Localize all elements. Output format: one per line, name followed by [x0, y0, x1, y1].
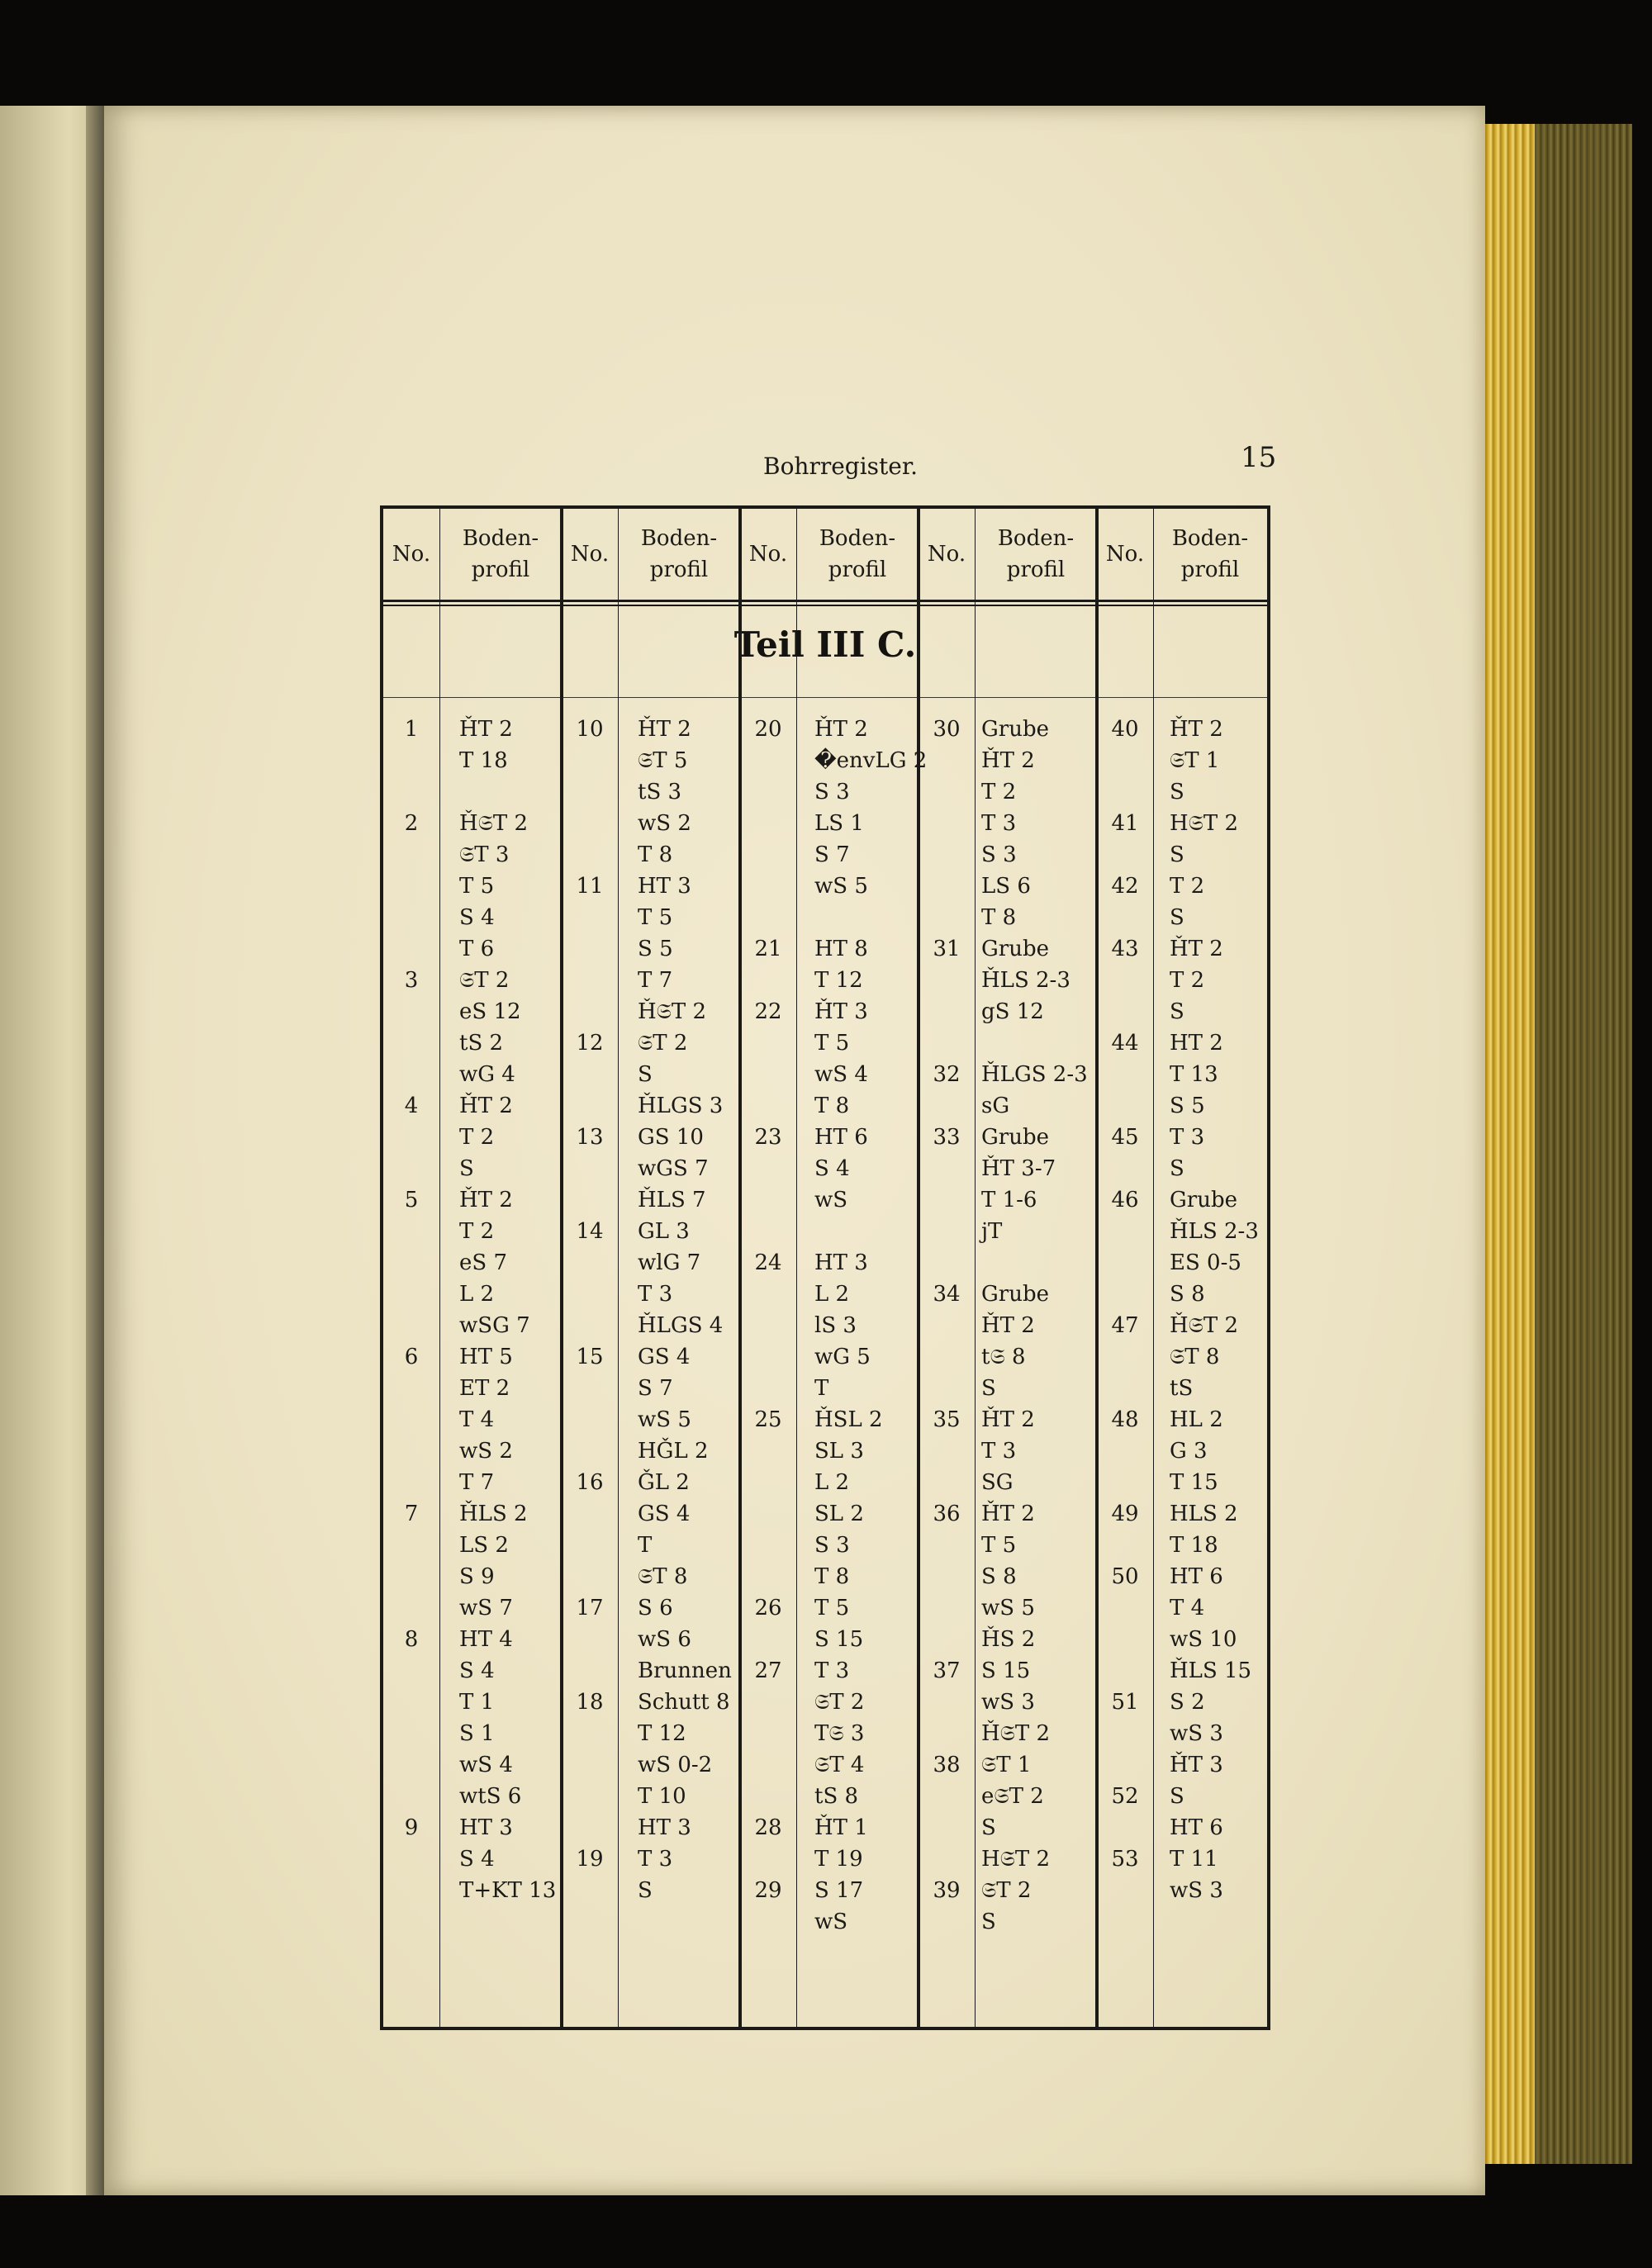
section-title: Teil III C. [733, 624, 917, 665]
soil-profile-entry: GS 4 [638, 1345, 691, 1369]
soil-profile-entry: ȞLS 2 [459, 1502, 528, 1526]
boring-number: 17 [576, 1596, 604, 1620]
soil-profile-entry: wlG 7 [638, 1250, 701, 1275]
boring-number: 13 [576, 1125, 604, 1150]
boring-number: 35 [933, 1407, 961, 1432]
soil-profile-entry: T 2 [1170, 874, 1205, 899]
soil-profile-entry: ȞT 2 [1170, 717, 1223, 742]
soil-profile-entry: S 7 [638, 1376, 673, 1401]
soil-profile-entry: HT 4 [459, 1627, 513, 1652]
soil-profile-entry: L 2 [814, 1470, 850, 1495]
soil-profile-entry: Ȟ𝔖T 2 [459, 811, 529, 836]
book-page [104, 106, 1485, 2195]
soil-profile-entry: Grube [981, 717, 1049, 742]
soil-profile-entry: ȞT 2 [1170, 937, 1223, 961]
table-header [383, 509, 1267, 602]
boring-number: 31 [933, 937, 961, 961]
soil-profile-entry: T 8 [814, 1564, 850, 1589]
boring-number: 14 [576, 1219, 604, 1244]
header-no: No. [392, 542, 431, 567]
soil-profile-entry: Schutt 8 [638, 1690, 730, 1715]
boring-number: 48 [1111, 1407, 1139, 1432]
soil-profile-entry: G 3 [1170, 1439, 1208, 1464]
soil-profile-entry: lS 3 [814, 1313, 857, 1338]
running-title: Bohrregister. [763, 453, 919, 480]
soil-profile-entry: ȞT 2 [981, 1407, 1035, 1432]
boring-number: 11 [576, 874, 604, 899]
soil-profile-entry: SL 3 [814, 1439, 864, 1464]
soil-profile-entry: SG [981, 1470, 1014, 1495]
soil-profile-entry: Brunnen [638, 1658, 732, 1683]
soil-profile-entry: S 3 [814, 780, 850, 804]
soil-profile-entry: 𝔖T 2 [814, 1690, 865, 1715]
soil-profile-entry: ȞT 2 [981, 1502, 1035, 1526]
soil-profile-entry: S 4 [814, 1156, 850, 1181]
boring-number: 15 [576, 1345, 604, 1369]
soil-profile-entry: HT 3 [638, 1815, 691, 1840]
soil-profile-entry: T+KT 13 [459, 1878, 557, 1903]
soil-profile-entry: t𝔖 8 [981, 1345, 1026, 1369]
soil-profile-entry: S [1170, 780, 1184, 804]
header-profil-line1: Boden- [819, 526, 896, 551]
soil-profile-entry: ȞLS 2-3 [1170, 1219, 1259, 1244]
soil-profile-entry: T 7 [638, 968, 673, 993]
soil-profile-entry: T 10 [638, 1784, 686, 1809]
book-gutter [86, 106, 104, 2195]
page-number: 15 [1241, 441, 1277, 474]
soil-profile-entry: wS 4 [459, 1753, 513, 1777]
soil-profile-entry: S 5 [638, 937, 673, 961]
soil-profile-entry: T 12 [638, 1721, 686, 1746]
soil-profile-entry: ȞSL 2 [814, 1407, 883, 1432]
header-profil [618, 509, 740, 600]
soil-profile-entry: HT 3 [459, 1815, 513, 1840]
header-profil-line1: Boden- [640, 526, 718, 551]
soil-profile-entry: T 19 [814, 1847, 863, 1872]
soil-profile-entry: tS 2 [459, 1031, 504, 1056]
soil-profile-entry: HT 2 [1170, 1031, 1223, 1056]
boring-number: 19 [576, 1847, 604, 1872]
section-rule [383, 605, 1267, 606]
header-profil [796, 509, 919, 600]
soil-profile-entry: T𝔖 3 [814, 1721, 865, 1746]
boring-number: 45 [1111, 1125, 1139, 1150]
boring-number: 6 [404, 1345, 419, 1369]
page-edges-shadow [1535, 124, 1632, 2164]
boring-number: 9 [404, 1815, 419, 1840]
boring-number: 39 [933, 1878, 961, 1903]
soil-profile-entry: S 7 [814, 842, 850, 867]
soil-profile-entry: T 8 [814, 1094, 850, 1118]
soil-profile-entry: wS 3 [1170, 1721, 1223, 1746]
soil-profile-entry: T 8 [638, 842, 673, 867]
soil-profile-entry: Ȟ𝔖T 2 [638, 999, 707, 1024]
boring-number: 46 [1111, 1188, 1139, 1212]
soil-profile-entry: wSG 7 [459, 1313, 530, 1338]
header-profil-line2: profil [1006, 558, 1066, 582]
table-body [383, 697, 1267, 2027]
soil-profile-entry: HL 2 [1170, 1407, 1223, 1432]
soil-profile-entry: LS 1 [814, 811, 864, 836]
soil-profile-entry: ȞLS 2-3 [981, 968, 1070, 993]
soil-profile-entry: ȞLGS 3 [638, 1094, 724, 1118]
soil-profile-entry: T 18 [1170, 1533, 1218, 1558]
soil-profile-entry: T 1 [459, 1690, 495, 1715]
boring-number: 52 [1111, 1784, 1139, 1809]
soil-profile-entry: ET 2 [459, 1376, 510, 1401]
soil-profile-entry: HT 6 [1170, 1564, 1223, 1589]
boring-number: 29 [754, 1878, 782, 1903]
soil-profile-entry: ȞT 3 [1170, 1753, 1223, 1777]
header-profil-line2: profil [1180, 558, 1240, 582]
soil-profile-entry: wS 5 [814, 874, 868, 899]
header-no: No. [748, 542, 788, 567]
soil-profile-entry: wS 3 [1170, 1878, 1223, 1903]
boring-number: 41 [1111, 811, 1139, 836]
boring-number: 42 [1111, 874, 1139, 899]
soil-profile-entry: ȞT 1 [814, 1815, 868, 1840]
soil-profile-entry: T 3 [981, 1439, 1017, 1464]
header-no: No. [927, 542, 966, 567]
soil-profile-entry: S 15 [981, 1658, 1031, 1683]
header-profil-line1: Boden- [462, 526, 539, 551]
soil-profile-entry: 𝔖T 1 [981, 1753, 1032, 1777]
soil-profile-entry: T 5 [814, 1596, 850, 1620]
soil-profile-entry: T 3 [638, 1282, 673, 1307]
soil-profile-entry: S 2 [1170, 1690, 1205, 1715]
soil-profile-entry: wS [814, 1188, 848, 1212]
soil-profile-entry: HT 6 [1170, 1815, 1223, 1840]
boring-number: 44 [1111, 1031, 1139, 1056]
soil-profile-entry: sG [981, 1094, 1010, 1118]
soil-profile-entry: ȞT 3-7 [981, 1156, 1056, 1181]
soil-profile-entry: S [1170, 842, 1184, 867]
soil-profile-entry: 𝔖T 5 [638, 748, 688, 773]
soil-profile-entry: S [1170, 1156, 1184, 1181]
boring-number: 37 [933, 1658, 961, 1683]
header-profil-line2: profil [828, 558, 887, 582]
soil-profile-entry: S 4 [459, 1847, 495, 1872]
soil-profile-entry: S 4 [459, 1658, 495, 1683]
boring-number: 27 [754, 1658, 782, 1683]
soil-profile-entry: T 2 [459, 1125, 495, 1150]
soil-profile-entry: tS 8 [814, 1784, 859, 1809]
soil-profile-entry: T 11 [1170, 1847, 1218, 1872]
header-profil-line1: Boden- [1171, 526, 1249, 551]
header-profil-line2: profil [649, 558, 709, 582]
boring-number: 40 [1111, 717, 1139, 742]
boring-number: 33 [933, 1125, 961, 1150]
boring-number: 26 [754, 1596, 782, 1620]
boring-number: 23 [754, 1125, 782, 1150]
soil-profile-entry: wS 0-2 [638, 1753, 713, 1777]
header-profil-line2: profil [471, 558, 530, 582]
soil-profile-entry: jT [981, 1219, 1003, 1244]
boring-number: 28 [754, 1815, 782, 1840]
soil-profile-entry: HǦL 2 [638, 1439, 709, 1464]
soil-profile-entry: S 3 [981, 842, 1017, 867]
soil-profile-entry: ȞLGS 2-3 [981, 1062, 1088, 1087]
soil-profile-entry: Grube [1170, 1188, 1237, 1212]
soil-profile-entry: GL 3 [638, 1219, 690, 1244]
soil-profile-entry: S 6 [638, 1596, 673, 1620]
soil-profile-entry: GS 4 [638, 1502, 691, 1526]
soil-profile-entry: T 1-6 [981, 1188, 1037, 1212]
soil-profile-entry: ȞT 3 [814, 999, 868, 1024]
boring-number: 18 [576, 1690, 604, 1715]
soil-profile-entry: 𝔖T 2 [981, 1878, 1032, 1903]
soil-profile-entry: T 3 [1170, 1125, 1205, 1150]
boring-number: 50 [1111, 1564, 1139, 1589]
boring-number: 51 [1111, 1690, 1139, 1715]
soil-profile-entry: wS 2 [459, 1439, 513, 1464]
soil-profile-entry: wS 7 [459, 1596, 513, 1620]
soil-profile-entry: HT 6 [814, 1125, 868, 1150]
soil-profile-entry: Grube [981, 937, 1049, 961]
soil-profile-entry: ȞT 2 [459, 717, 513, 742]
soil-profile-entry: T 6 [459, 937, 495, 961]
boring-number: 7 [404, 1502, 419, 1526]
soil-profile-entry: 𝔖T 3 [459, 842, 510, 867]
soil-profile-entry: S 1 [459, 1721, 495, 1746]
boring-number: 49 [1111, 1502, 1139, 1526]
header-profil [1153, 509, 1267, 600]
soil-profile-entry: T 4 [459, 1407, 495, 1432]
soil-profile-entry: wS 10 [1170, 1627, 1237, 1652]
soil-profile-entry: S [981, 1815, 996, 1840]
soil-profile-entry: HT 5 [459, 1345, 513, 1369]
soil-profile-entry: LS 2 [459, 1533, 509, 1558]
soil-profile-entry: ȞT 2 [459, 1188, 513, 1212]
soil-profile-entry: H𝔖T 2 [1170, 811, 1239, 836]
soil-profile-entry: T 7 [459, 1470, 495, 1495]
soil-profile-entry: ȞT 2 [981, 748, 1035, 773]
soil-profile-entry: S [1170, 905, 1184, 930]
soil-profile-entry: T 5 [638, 905, 673, 930]
soil-profile-entry: T 3 [638, 1847, 673, 1872]
soil-profile-entry: T [814, 1376, 829, 1401]
soil-profile-entry: wtS 6 [459, 1784, 522, 1809]
soil-profile-entry: T 2 [459, 1219, 495, 1244]
boring-number: 36 [933, 1502, 961, 1526]
soil-profile-entry: T 5 [459, 874, 495, 899]
soil-profile-entry: S [981, 1376, 996, 1401]
boring-number: 5 [404, 1188, 419, 1212]
soil-profile-entry: wS 5 [981, 1596, 1035, 1620]
soil-profile-entry: ES 0-5 [1170, 1250, 1241, 1275]
boring-number: 25 [754, 1407, 782, 1432]
soil-profile-entry: gS 12 [981, 999, 1044, 1024]
soil-profile-entry: wGS 7 [638, 1156, 709, 1181]
boring-number: 38 [933, 1753, 961, 1777]
soil-profile-entry: L 2 [459, 1282, 495, 1307]
soil-profile-entry: ȞS 2 [981, 1627, 1036, 1652]
soil-profile-entry: ǦL 2 [638, 1470, 690, 1495]
soil-profile-entry: S 4 [459, 905, 495, 930]
soil-profile-entry: T 5 [814, 1031, 850, 1056]
boring-number: 34 [933, 1282, 961, 1307]
soil-profile-entry: GS 10 [638, 1125, 704, 1150]
soil-profile-entry: T 3 [814, 1658, 850, 1683]
soil-profile-entry: T 8 [981, 905, 1017, 930]
soil-profile-entry: 𝔖T 4 [814, 1753, 865, 1777]
soil-profile-entry: S 8 [981, 1564, 1017, 1589]
soil-profile-entry: wS [814, 1910, 848, 1934]
soil-profile-entry: S [1170, 1784, 1184, 1809]
soil-profile-entry: T [638, 1533, 653, 1558]
soil-profile-entry: S 17 [814, 1878, 864, 1903]
soil-profile-entry: Grube [981, 1282, 1049, 1307]
boring-number: 10 [576, 717, 604, 742]
soil-profile-entry: H𝔖T 2 [981, 1847, 1051, 1872]
soil-profile-entry: S [638, 1878, 653, 1903]
soil-profile-entry: Ȟ𝔖T 2 [1170, 1313, 1239, 1338]
soil-profile-entry: T 18 [459, 748, 508, 773]
soil-profile-entry: wS 5 [638, 1407, 691, 1432]
soil-profile-entry: S [638, 1062, 653, 1087]
soil-profile-entry: S 15 [814, 1627, 864, 1652]
soil-profile-entry: S [981, 1910, 996, 1934]
soil-profile-entry: ȞT 2 [814, 717, 868, 742]
facing-page [0, 106, 97, 2195]
soil-profile-entry: eS 7 [459, 1250, 508, 1275]
header-no: No. [1105, 542, 1145, 567]
soil-profile-entry: 𝔖T 8 [638, 1564, 688, 1589]
boring-number: 47 [1111, 1313, 1139, 1338]
boring-number: 30 [933, 717, 961, 742]
soil-profile-entry: HT 3 [638, 874, 691, 899]
soil-profile-entry: ȞLS 7 [638, 1188, 706, 1212]
soil-profile-entry: ȞLGS 4 [638, 1313, 724, 1338]
soil-profile-entry: HT 3 [814, 1250, 868, 1275]
header-no: No. [570, 542, 610, 567]
soil-profile-entry: S 3 [814, 1533, 850, 1558]
soil-profile-entry: SL 2 [814, 1502, 864, 1526]
soil-profile-entry: S [1170, 999, 1184, 1024]
soil-profile-entry: tS 3 [638, 780, 682, 804]
boring-number: 4 [404, 1094, 419, 1118]
soil-profile-entry: S 9 [459, 1564, 495, 1589]
boring-number: 1 [404, 717, 419, 742]
soil-profile-entry: ȞT 2 [981, 1313, 1035, 1338]
soil-profile-entry: HT 8 [814, 937, 868, 961]
soil-profile-entry: eS 12 [459, 999, 521, 1024]
soil-profile-entry: T 2 [981, 780, 1017, 804]
soil-profile-entry: T 13 [1170, 1062, 1218, 1087]
soil-profile-entry: ȞLS 15 [1170, 1658, 1252, 1683]
soil-profile-entry: wG 5 [814, 1345, 871, 1369]
bohrregister-table [380, 505, 1270, 2030]
soil-profile-entry: T 12 [814, 968, 863, 993]
boring-number: 12 [576, 1031, 604, 1056]
soil-profile-entry: ȞT 2 [638, 717, 691, 742]
boring-number: 2 [404, 811, 419, 836]
boring-number: 43 [1111, 937, 1139, 961]
header-profil [975, 509, 1097, 600]
soil-profile-entry: 𝔖T 2 [638, 1031, 688, 1056]
header-profil [439, 509, 562, 600]
soil-profile-entry: 𝔖T 1 [1170, 748, 1220, 773]
soil-profile-entry: 𝔖T 2 [459, 968, 510, 993]
soil-profile-entry: S 8 [1170, 1282, 1205, 1307]
soil-profile-entry: Grube [981, 1125, 1049, 1150]
soil-profile-entry: ȞT 2 [459, 1094, 513, 1118]
soil-profile-entry: 𝔖T 8 [1170, 1345, 1220, 1369]
soil-profile-entry: T 4 [1170, 1596, 1205, 1620]
soil-profile-entry: �envLG 2 [814, 748, 928, 773]
boring-number: 24 [754, 1250, 782, 1275]
soil-profile-entry: HLS 2 [1170, 1502, 1238, 1526]
soil-profile-entry: e𝔖T 2 [981, 1784, 1044, 1809]
soil-profile-entry: S [459, 1156, 474, 1181]
boring-number: 32 [933, 1062, 961, 1087]
boring-number: 3 [404, 968, 419, 993]
soil-profile-entry: wS 2 [638, 811, 691, 836]
soil-profile-entry: L 2 [814, 1282, 850, 1307]
soil-profile-entry: T 3 [981, 811, 1017, 836]
soil-profile-entry: T 15 [1170, 1470, 1218, 1495]
soil-profile-entry: wS 4 [814, 1062, 868, 1087]
boring-number: 22 [754, 999, 782, 1024]
boring-number: 16 [576, 1470, 604, 1495]
soil-profile-entry: tS [1170, 1376, 1194, 1401]
soil-profile-entry: wG 4 [459, 1062, 515, 1087]
soil-profile-entry: Ȟ𝔖T 2 [981, 1721, 1051, 1746]
soil-profile-entry: T 2 [1170, 968, 1205, 993]
boring-number: 53 [1111, 1847, 1139, 1872]
header-profil-line1: Boden- [997, 526, 1075, 551]
soil-profile-entry: wS 6 [638, 1627, 691, 1652]
soil-profile-entry: S 5 [1170, 1094, 1205, 1118]
soil-profile-entry: wS 3 [981, 1690, 1035, 1715]
soil-profile-entry: LS 6 [981, 874, 1031, 899]
soil-profile-entry: T 5 [981, 1533, 1017, 1558]
boring-number: 21 [754, 937, 782, 961]
boring-number: 8 [404, 1627, 419, 1652]
boring-number: 20 [754, 717, 782, 742]
